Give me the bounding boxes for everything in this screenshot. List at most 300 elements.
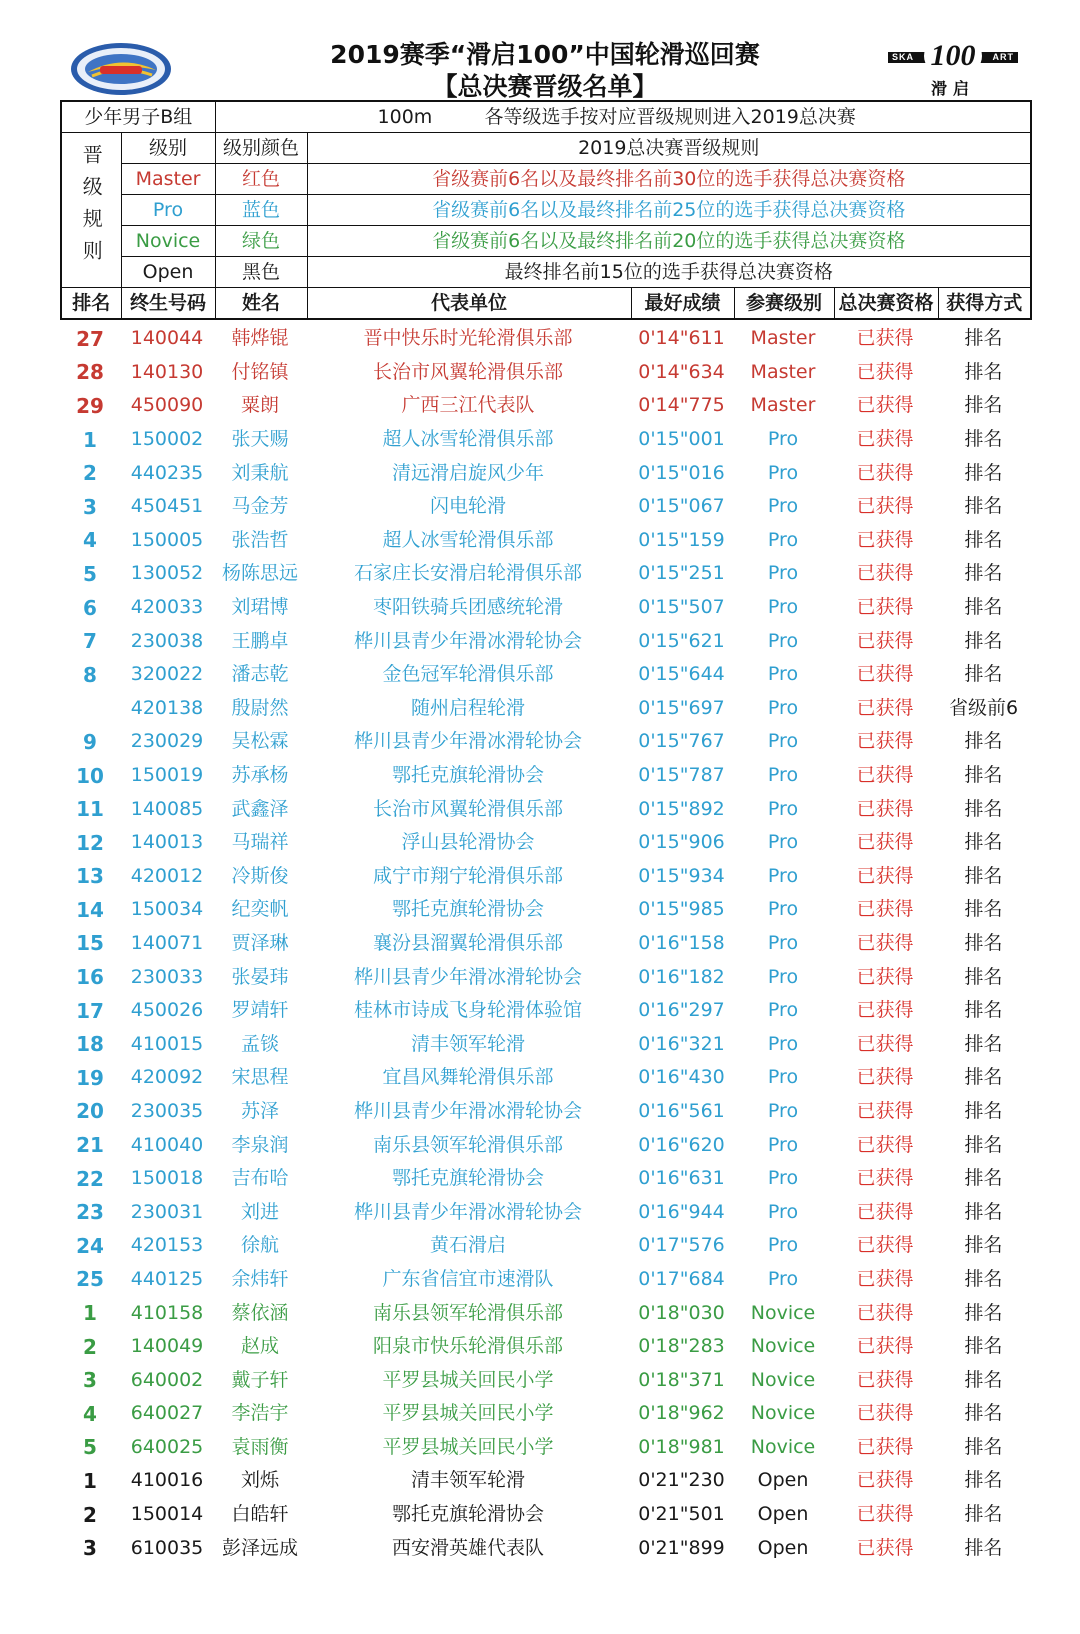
cell-method: 排名 (964, 1133, 1003, 1156)
cell-rank: 19 (76, 1065, 104, 1090)
cell-name: 李浩宇 (231, 1402, 289, 1425)
cell-status: 已获得 (856, 1435, 914, 1458)
cell-status: 已获得 (856, 1536, 914, 1559)
result-row (60, 994, 1030, 1028)
cell-method: 排名 (964, 999, 1003, 1022)
cell-number: 420012 (130, 864, 204, 887)
cell-level: Open (757, 1469, 809, 1492)
event-distance: 100m (377, 105, 433, 128)
cell-number: 230038 (130, 629, 204, 652)
cell-score: 0'18"030 (638, 1301, 725, 1324)
cell-method: 排名 (964, 663, 1003, 686)
col-header-unit: 代表单位 (307, 288, 631, 320)
cell-status: 已获得 (856, 1469, 914, 1492)
cell-method: 排名 (964, 1335, 1003, 1358)
cell-number: 420153 (130, 1234, 204, 1257)
result-row (60, 1027, 1030, 1061)
cell-rank: 24 (76, 1233, 104, 1258)
cell-rank: 2 (83, 461, 97, 486)
cell-score: 0'15"787 (638, 764, 725, 787)
cell-level: Pro (767, 696, 799, 719)
cell-rank: 5 (83, 561, 97, 586)
cell-number: 130052 (130, 562, 204, 585)
cell-method: 排名 (964, 495, 1003, 518)
cell-score: 0'18"981 (638, 1435, 725, 1458)
cell-score: 0'21"899 (638, 1536, 725, 1559)
result-row (60, 927, 1030, 961)
result-row (60, 860, 1030, 894)
cell-method: 排名 (964, 1435, 1003, 1458)
cell-status: 已获得 (856, 696, 914, 719)
cell-status: 已获得 (856, 999, 914, 1022)
cell-rank: 1 (83, 427, 97, 452)
col-header-rank: 排名 (61, 288, 121, 320)
cell-number: 150018 (130, 1167, 204, 1190)
cell-status: 已获得 (856, 1267, 914, 1290)
rule-row-pro (61, 195, 1031, 226)
cell-method: 排名 (964, 764, 1003, 787)
result-row (60, 792, 1030, 826)
cell-level: Pro (767, 831, 799, 854)
cell-method: 排名 (964, 394, 1003, 417)
result-row (60, 1330, 1030, 1364)
cell-status: 已获得 (856, 663, 914, 686)
cell-number: 150002 (130, 428, 204, 451)
cell-score: 0'18"962 (638, 1402, 725, 1425)
info-note: 各等级选手按对应晋级规则进入2019总决赛 (484, 105, 856, 128)
cell-rank: 3 (83, 1368, 97, 1393)
rule-text: 省级赛前6名以及最终排名前25位的选手获得总决赛资格 (307, 195, 1031, 226)
cell-unit: 桦川县青少年滑冰滑轮协会 (353, 1099, 582, 1122)
cell-rank: 2 (83, 1334, 97, 1359)
rule-color-name: 绿色 (215, 226, 307, 257)
cell-rank: 3 (83, 494, 97, 519)
cell-method: 排名 (964, 1032, 1003, 1055)
cell-rank: 25 (76, 1267, 104, 1292)
cell-level: Pro (767, 461, 799, 484)
cell-name: 罗靖轩 (231, 999, 289, 1022)
cell-level: Master (750, 360, 816, 383)
cell-name: 马金芳 (231, 495, 289, 518)
result-row (60, 893, 1030, 927)
result-row (60, 591, 1030, 625)
cell-name: 韩烨锟 (231, 327, 289, 350)
cell-number: 150005 (130, 528, 204, 551)
result-row (60, 1397, 1030, 1431)
cell-method: 排名 (964, 327, 1003, 350)
cell-rank: 13 (76, 864, 104, 889)
cell-method: 排名 (964, 528, 1003, 551)
cell-rank: 29 (76, 393, 104, 418)
cell-unit: 平罗县城关回民小学 (382, 1368, 554, 1391)
logo-text-left: SKA (892, 52, 915, 62)
cell-method: 排名 (964, 797, 1003, 820)
result-row (60, 658, 1030, 692)
cell-number: 140085 (130, 797, 204, 820)
cell-level: Pro (767, 1200, 799, 1223)
page-subtitle: 【总决赛晋级名单】 (432, 72, 658, 101)
cell-status: 已获得 (856, 1368, 914, 1391)
cell-level: Pro (767, 797, 799, 820)
cell-method: 排名 (964, 1402, 1003, 1425)
cell-rank: 14 (76, 897, 104, 922)
cell-score: 0'15"906 (638, 831, 725, 854)
cell-number: 450451 (130, 495, 204, 518)
rule-level: Open (121, 257, 215, 288)
cell-number: 610035 (130, 1536, 204, 1559)
result-row (60, 1128, 1030, 1162)
cell-rank: 23 (76, 1200, 104, 1225)
cell-name: 粟朗 (240, 394, 279, 417)
cell-rank (60, 692, 120, 726)
cell-level: Pro (767, 663, 799, 686)
cell-number: 410015 (130, 1032, 204, 1055)
cell-score: 0'16"182 (638, 965, 725, 988)
col-header-name: 姓名 (215, 288, 307, 320)
cell-status: 已获得 (856, 629, 914, 652)
cell-level: Pro (767, 629, 799, 652)
cell-level: Pro (767, 528, 799, 551)
cell-score: 0'16"321 (638, 1032, 725, 1055)
result-row (60, 725, 1030, 759)
cell-method: 排名 (964, 730, 1003, 753)
cell-unit: 平罗县城关回民小学 (382, 1402, 554, 1425)
cell-name: 赵成 (240, 1335, 279, 1358)
result-row (60, 1263, 1030, 1297)
cell-level: Pro (767, 965, 799, 988)
cell-level: Novice (750, 1335, 816, 1358)
result-row (60, 1061, 1030, 1095)
cell-score: 0'15"892 (638, 797, 725, 820)
cell-score: 0'15"985 (638, 898, 725, 921)
cell-rank: 16 (76, 965, 104, 990)
cell-method: 排名 (964, 831, 1003, 854)
cell-status: 已获得 (856, 1032, 914, 1055)
cell-status: 已获得 (856, 931, 914, 954)
cell-score: 0'14"611 (638, 327, 725, 350)
rule-level: Master (121, 164, 215, 195)
cell-level: Pro (767, 1099, 799, 1122)
cell-score: 0'16"158 (638, 931, 725, 954)
cell-method: 排名 (964, 428, 1003, 451)
cell-number: 140049 (130, 1335, 204, 1358)
result-row (60, 1296, 1030, 1330)
rules-header-level: 级别 (121, 133, 215, 164)
cell-score: 0'16"561 (638, 1099, 725, 1122)
cell-unit: 超人冰雪轮滑俱乐部 (382, 428, 554, 451)
cell-number: 140071 (130, 931, 204, 954)
cell-number: 450026 (130, 999, 204, 1022)
cell-level: Pro (767, 864, 799, 887)
col-header-score: 最好成绩 (631, 288, 734, 320)
cell-level: Open (757, 1503, 809, 1526)
cell-score: 0'16"430 (638, 1066, 725, 1089)
ska-art-logo (888, 36, 1018, 100)
cell-rank: 1 (83, 1468, 97, 1493)
cell-unit: 南乐县领军轮滑俱乐部 (372, 1133, 563, 1156)
cell-level: Pro (767, 931, 799, 954)
rule-color-name: 红色 (215, 164, 307, 195)
rule-level: Pro (121, 195, 215, 226)
cell-number: 440125 (130, 1267, 204, 1290)
cell-status: 已获得 (856, 1133, 914, 1156)
cell-score: 0'18"283 (638, 1335, 725, 1358)
cell-number: 640025 (130, 1435, 204, 1458)
cell-unit: 清远滑启旋风少年 (391, 461, 544, 484)
cell-unit: 阳泉市快乐轮滑俱乐部 (372, 1335, 563, 1358)
rules-section-cell (61, 133, 121, 288)
cell-method: 排名 (964, 1469, 1003, 1492)
rules-header-rule: 2019总决赛晋级规则 (307, 133, 1031, 164)
cell-status: 已获得 (856, 898, 914, 921)
cell-rank: 6 (83, 595, 97, 620)
cell-name: 李泉润 (231, 1133, 289, 1156)
cell-level: Novice (750, 1435, 816, 1458)
cell-name: 宋思程 (231, 1066, 289, 1089)
page-title: 2019赛季“滑启100”中国轮滑巡回赛 (330, 40, 760, 69)
rules-table (60, 100, 1032, 320)
cell-rank: 1 (83, 1301, 97, 1326)
cell-method: 排名 (964, 1368, 1003, 1391)
result-row (60, 356, 1030, 390)
cell-rank: 20 (76, 1099, 104, 1124)
cell-name: 冷斯俊 (231, 864, 289, 887)
cell-rank: 10 (76, 763, 104, 788)
cell-unit: 长治市风翼轮滑俱乐部 (372, 360, 563, 383)
cell-score: 0'17"576 (638, 1234, 725, 1257)
cell-level: Pro (767, 1267, 799, 1290)
cell-name: 刘珺博 (231, 596, 289, 619)
cell-unit: 西安滑英雄代表队 (391, 1536, 544, 1559)
cell-status: 已获得 (856, 730, 914, 753)
cell-unit: 广西三江代表队 (401, 394, 535, 417)
cell-level: Pro (767, 730, 799, 753)
cell-name: 纪奕帆 (231, 898, 289, 921)
cell-level: Pro (767, 898, 799, 921)
cell-score: 0'21"230 (638, 1469, 725, 1492)
cell-name: 张天赐 (231, 428, 289, 451)
cell-number: 230029 (130, 730, 204, 753)
cell-unit: 广东省信宜市速滑队 (382, 1267, 554, 1290)
cell-unit: 金色冠军轮滑俱乐部 (382, 663, 554, 686)
cell-level: Pro (767, 1234, 799, 1257)
cell-unit: 鄂托克旗轮滑协会 (391, 1503, 544, 1526)
cell-number: 140013 (130, 831, 204, 854)
logo-mark: 100 (924, 38, 982, 74)
cell-unit: 鄂托克旗轮滑协会 (391, 1167, 544, 1190)
cell-score: 0'16"297 (638, 999, 725, 1022)
cell-number: 640002 (130, 1368, 204, 1391)
rule-row-novice (61, 226, 1031, 257)
cell-score: 0'17"684 (638, 1267, 725, 1290)
cell-rank: 27 (76, 326, 104, 351)
result-row (60, 1531, 1030, 1565)
col-header-number: 终生号码 (121, 288, 215, 320)
cell-method: 排名 (964, 1200, 1003, 1223)
result-row (60, 456, 1030, 490)
cell-unit: 桦川县青少年滑冰滑轮协会 (353, 1200, 582, 1223)
result-row (60, 692, 1030, 726)
cell-status: 已获得 (856, 831, 914, 854)
cell-score: 0'15"697 (638, 696, 725, 719)
result-row (60, 826, 1030, 860)
cell-rank: 28 (76, 360, 104, 385)
rule-text: 最终排名前15位的选手获得总决赛资格 (307, 257, 1031, 288)
cell-name: 吉布哈 (231, 1167, 289, 1190)
cell-number: 230035 (130, 1099, 204, 1122)
cell-rank: 21 (76, 1133, 104, 1158)
cell-name: 吴松霖 (231, 730, 289, 753)
cell-unit: 鄂托克旗轮滑协会 (391, 898, 544, 921)
cell-name: 彭泽远成 (221, 1536, 298, 1559)
cell-status: 已获得 (856, 864, 914, 887)
cell-unit: 南乐县领军轮滑俱乐部 (372, 1301, 563, 1324)
cell-score: 0'15"067 (638, 495, 725, 518)
cell-unit: 枣阳铁骑兵团感统轮滑 (372, 596, 563, 619)
cell-name: 张浩哲 (231, 528, 289, 551)
cell-number: 150034 (130, 898, 204, 921)
cell-unit: 随州启程轮滑 (410, 696, 525, 719)
cell-unit: 桦川县青少年滑冰滑轮协会 (353, 965, 582, 988)
cell-name: 蔡依涵 (231, 1301, 289, 1324)
result-row (60, 490, 1030, 524)
cell-rank: 22 (76, 1166, 104, 1191)
cell-name: 袁雨衡 (231, 1435, 289, 1458)
cell-level: Pro (767, 999, 799, 1022)
cell-method: 排名 (964, 898, 1003, 921)
rules-section-label: 晋级规则 (79, 144, 104, 272)
result-row (60, 960, 1030, 994)
result-row (60, 322, 1030, 356)
result-row (60, 389, 1030, 423)
cell-number: 230033 (130, 965, 204, 988)
cell-unit: 清丰领军轮滑 (410, 1469, 525, 1492)
cell-name: 徐航 (240, 1234, 279, 1257)
cell-name: 马瑞祥 (231, 831, 289, 854)
cell-unit: 超人冰雪轮滑俱乐部 (382, 528, 554, 551)
cell-number: 420033 (130, 596, 204, 619)
cell-number: 140044 (130, 327, 204, 350)
cell-rank: 18 (76, 1032, 104, 1057)
cell-status: 已获得 (856, 764, 914, 787)
cell-name: 孟锬 (240, 1032, 279, 1055)
cell-level: Pro (767, 428, 799, 451)
cell-score: 0'15"507 (638, 596, 725, 619)
cell-score: 0'16"631 (638, 1167, 725, 1190)
cell-method: 排名 (964, 1066, 1003, 1089)
cell-status: 已获得 (856, 797, 914, 820)
cell-status: 已获得 (856, 596, 914, 619)
cell-name: 苏泽 (240, 1099, 279, 1122)
cell-method: 排名 (964, 1267, 1003, 1290)
cell-number: 420092 (130, 1066, 204, 1089)
cell-score: 0'15"621 (638, 629, 725, 652)
cell-score: 0'15"767 (638, 730, 725, 753)
cell-number: 440235 (130, 461, 204, 484)
rule-color-name: 黑色 (215, 257, 307, 288)
cell-name: 刘烁 (240, 1469, 279, 1492)
cell-number: 640027 (130, 1402, 204, 1425)
cell-status: 已获得 (856, 1335, 914, 1358)
cell-level: Pro (767, 1133, 799, 1156)
cell-name: 殷尉然 (231, 696, 289, 719)
cell-name: 刘秉航 (231, 461, 289, 484)
cell-level: Pro (767, 764, 799, 787)
logo-text-right: ART (992, 52, 1014, 62)
cell-level: Novice (750, 1368, 816, 1391)
cell-rank: 5 (83, 1435, 97, 1460)
cell-score: 0'15"016 (638, 461, 725, 484)
cell-score: 0'14"634 (638, 360, 725, 383)
cell-status: 已获得 (856, 360, 914, 383)
result-row (60, 1229, 1030, 1263)
cell-score: 0'15"934 (638, 864, 725, 887)
cell-unit: 桂林市诗成飞身轮滑体验馆 (353, 999, 582, 1022)
cell-unit: 鄂托克旗轮滑协会 (391, 764, 544, 787)
rule-row-open (61, 257, 1031, 288)
result-row (60, 557, 1030, 591)
cell-number: 150019 (130, 764, 204, 787)
cell-method: 排名 (964, 864, 1003, 887)
cell-unit: 浮山县轮滑协会 (401, 831, 535, 854)
cell-unit: 黄石滑启 (429, 1234, 506, 1257)
cell-name: 张晏玮 (231, 965, 289, 988)
cell-status: 已获得 (856, 428, 914, 451)
cell-status: 已获得 (856, 1099, 914, 1122)
cell-method: 排名 (964, 931, 1003, 954)
cell-unit: 石家庄长安滑启轮滑俱乐部 (353, 562, 582, 585)
cell-status: 已获得 (856, 1402, 914, 1425)
cell-status: 已获得 (856, 1200, 914, 1223)
rules-header-color: 级别颜色 (215, 133, 307, 164)
col-header-status: 总决赛资格 (834, 288, 938, 320)
cell-status: 已获得 (856, 327, 914, 350)
cell-level: Pro (767, 1032, 799, 1055)
cell-rank: 7 (83, 629, 97, 654)
cell-rank: 9 (83, 729, 97, 754)
cell-name: 贾泽琳 (231, 931, 289, 954)
cell-unit: 桦川县青少年滑冰滑轮协会 (353, 629, 582, 652)
cell-method: 排名 (964, 360, 1003, 383)
cell-unit: 咸宁市翔宁轮滑俱乐部 (372, 864, 563, 887)
cell-level: Pro (767, 1167, 799, 1190)
cell-number: 410158 (130, 1301, 204, 1324)
cell-status: 已获得 (856, 1301, 914, 1324)
cell-status: 已获得 (856, 528, 914, 551)
cell-number: 410016 (130, 1469, 204, 1492)
cell-status: 已获得 (856, 1167, 914, 1190)
logo-name: 滑启 (930, 79, 975, 98)
cell-rank: 2 (83, 1502, 97, 1527)
cell-score: 0'21"501 (638, 1503, 725, 1526)
cell-name: 武鑫泽 (231, 797, 289, 820)
cell-unit: 长治市风翼轮滑俱乐部 (372, 797, 563, 820)
cell-score: 0'15"159 (638, 528, 725, 551)
result-row (60, 1464, 1030, 1498)
rule-text: 省级赛前6名以及最终排名前30位的选手获得总决赛资格 (307, 164, 1031, 195)
cell-number: 150014 (130, 1503, 204, 1526)
cell-level: Master (750, 394, 816, 417)
cell-unit: 襄汾县溜翼轮滑俱乐部 (372, 931, 563, 954)
result-row (60, 1498, 1030, 1532)
group-cell: 少年男子B组 (61, 101, 215, 133)
cell-status: 已获得 (856, 394, 914, 417)
cell-rank: 4 (83, 528, 97, 553)
cell-name: 付铭镇 (231, 360, 289, 383)
cell-level: Pro (767, 495, 799, 518)
rule-row-master (61, 164, 1031, 195)
cell-status: 已获得 (856, 1066, 914, 1089)
